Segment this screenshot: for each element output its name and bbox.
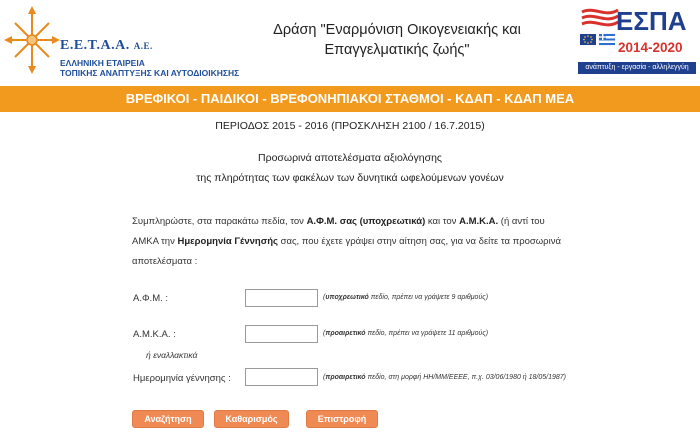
espa-logo[interactable] (578, 4, 696, 78)
espa-tagline: ανάπτυξη - εργασία - αλληλεγγύη (578, 62, 696, 74)
afm-hint: (υποχρεωτικό πεδίο, πρέπει να γράψετε 9 αριθμούς) (323, 294, 489, 301)
logo-subtitle-line1: ΕΛΛΗΝΙΚΗ ΕΤΑΙΡΕΙΑ (60, 58, 145, 68)
dob-input[interactable] (245, 368, 318, 386)
action-title-line1: Δράση "Εναρμόνιση Οικογενειακής και (273, 22, 521, 38)
results-title-line1: Προσωρινά αποτελέσματα αξιολόγησης (258, 152, 442, 164)
instructions-text: Συμπληρώστε, στα παρακάτω πεδία, τον Α.Φ.Μ. σας (υποχρεωτικά) και τον Α.Μ.Κ.Α. (ή αντί του ΑΜΚΑ την Ημερομηνία Γέννησής σας, που έχετε γράψει στην αίτηση σας, για να δείτε τα προσωρινά αποτελέσματα : (132, 216, 561, 267)
espa-flags-icon (578, 4, 620, 48)
results-title-line2: της πληρότητας των φακέλων των δυνητικά ωφελούμενων γονέων (196, 172, 504, 184)
eetaa-compass-icon (4, 4, 60, 76)
eetaa-logo[interactable] (4, 4, 244, 80)
alternative-text: ή εναλλακτικά (146, 350, 198, 360)
page-header (0, 0, 700, 84)
clear-button[interactable]: Καθαρισμός (214, 410, 289, 428)
period-text: ΠΕΡΙΟΔΟΣ 2015 - 2016 (ΠΡΟΣΚΛΗΣΗ 2100 / 16.7.2015) (215, 120, 485, 132)
espa-word: ΕΣΠΑ (616, 6, 687, 36)
logo-name: Ε.Ε.Τ.Α.Α. Α.Ε. (60, 38, 153, 53)
instructions-dob: Ημερομηνία Γέννησής (177, 236, 278, 247)
search-button[interactable]: Αναζήτηση (132, 410, 204, 428)
action-title (252, 20, 542, 60)
instructions-amka: Α.Μ.Κ.Α. (459, 216, 499, 227)
logo-subtitle-line2: ΤΟΠΙΚΗΣ ΑΝΑΠΤΥΞΗΣ ΚΑΙ ΑΥΤΟΔΙΟΙΚΗΣΗΣ (60, 68, 240, 78)
instructions-afm: Α.Φ.Μ. σας (υποχρεωτικά) (306, 216, 426, 227)
amka-label: Α.Μ.Κ.Α. : (133, 329, 176, 340)
action-title-line2: Επαγγελματικής ζωής" (324, 42, 470, 58)
afm-input[interactable] (245, 289, 318, 307)
afm-label: Α.Φ.Μ. : (133, 293, 169, 304)
espa-years: 2014-2020 (618, 40, 683, 55)
amka-input[interactable] (245, 325, 318, 343)
back-button[interactable]: Επιστροφή (306, 410, 378, 428)
amka-hint: (προαιρετικό πεδίο, πρέπει να γράψετε 11 αριθμούς) (323, 330, 489, 337)
dob-hint: (προαιρετικό πεδίο, στη μορφή ΗΗ/ΜΜ/ΕΕΕΕ, π.χ. 03/06/1980 ή 18/05/1987) (323, 374, 566, 381)
facilities-banner: ΒΡΕΦΙΚΟΙ - ΠΑΙΔΙΚΟΙ - ΒΡΕΦΟΝΗΠΙΑΚΟΙ ΣΤΑΘΜΟΙ - ΚΔΑΠ - ΚΔΑΠ ΜΕΑ (0, 86, 700, 112)
dob-label: Ημερομηνία γέννησης : (133, 373, 231, 384)
